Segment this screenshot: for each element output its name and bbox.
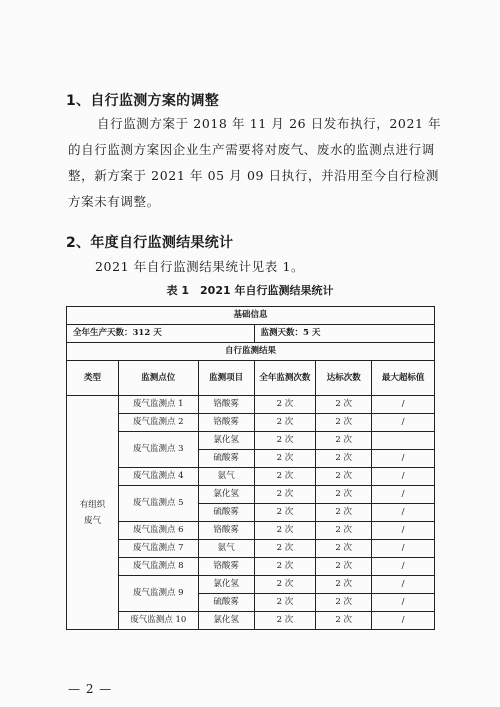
item-cell: 铬酸雾 [198,522,254,540]
point-cell: 废气监测点 2 [118,414,198,432]
max-cell: / [372,540,435,558]
table-caption: 表 1 2021 年自行监测结果统计 [166,284,334,297]
point-cell: 废气监测点 5 [118,486,198,522]
item-cell: 铬酸雾 [198,558,254,576]
count-cell: 2 次 [254,396,316,414]
count-cell: 2 次 [254,432,316,450]
pass-cell: 2 次 [316,576,372,594]
max-cell: / [372,612,435,630]
section-2-intro: 2021 年自行监测结果统计见表 1。 [95,259,305,274]
count-cell: 2 次 [254,522,316,540]
count-cell: 2 次 [254,468,316,486]
item-cell: 铬酸雾 [198,396,254,414]
count-cell: 2 次 [254,540,316,558]
results-header: 自行监测结果 [67,343,435,361]
max-cell: / [372,558,435,576]
max-cell: / [372,414,435,432]
monitoring-results-table [66,306,435,630]
pass-cell: 2 次 [316,504,372,522]
section-2-heading: 2、年度自行监测结果统计 [66,235,234,251]
count-cell: 2 次 [254,414,316,432]
section-1-paragraph: 自行监测方案于 2018 年 11 月 26 日发布执行，2021 年的自行监测方案因企业生产需要将对废气、废水的监测点进行调整，新方案于 2021 年 05 月 09 日执行，并沿用至今自行检测方案未有调整。 [68,116,442,209]
point-cell: 废气监测点 4 [118,468,198,486]
table-row [67,396,435,414]
count-cell: 2 次 [254,450,316,468]
column-header-pass: 达标次数 [316,361,372,396]
point-cell: 废气监测点 8 [118,558,198,576]
max-cell: / [372,522,435,540]
pass-cell: 2 次 [316,450,372,468]
item-cell: 铬酸雾 [198,414,254,432]
count-cell: 2 次 [254,558,316,576]
column-header-type: 类型 [67,361,119,396]
column-header-point: 监测点位 [118,361,198,396]
section-1-heading: 1、自行监测方案的调整 [66,93,220,109]
pass-cell: 2 次 [316,486,372,504]
point-cell: 废气监测点 7 [118,540,198,558]
max-cell: / [372,486,435,504]
point-cell: 废气监测点 3 [118,432,198,468]
max-cell: / [372,396,435,414]
max-cell: / [372,594,435,612]
item-cell: 氯化氢 [198,486,254,504]
item-cell: 硫酸雾 [198,594,254,612]
basic-info-header: 基础信息 [67,307,435,325]
type-cell [67,396,119,630]
item-cell: 氯化氢 [198,432,254,450]
page-number: — 2 — [68,682,113,696]
pass-cell: 2 次 [316,396,372,414]
production-days: 全年生产天数：312 天 [67,325,255,343]
count-cell: 2 次 [254,576,316,594]
table-row [67,612,435,630]
type-label: 有组织废气 [79,499,106,526]
point-cell: 废气监测点 10 [118,612,198,630]
pass-cell: 2 次 [316,594,372,612]
count-cell: 2 次 [254,612,316,630]
table-row [67,486,435,504]
point-cell: 废气监测点 6 [118,522,198,540]
table-row [67,522,435,540]
item-cell: 硫酸雾 [198,504,254,522]
item-cell: 硫酸雾 [198,450,254,468]
item-cell: 氯化氢 [198,576,254,594]
max-cell: / [372,576,435,594]
count-cell: 2 次 [254,594,316,612]
pass-cell: 2 次 [316,522,372,540]
max-cell: / [372,468,435,486]
count-cell: 2 次 [254,486,316,504]
table-row [67,576,435,594]
table-row [67,432,435,450]
column-header-count: 全年监测次数 [254,361,316,396]
point-cell: 废气监测点 1 [118,396,198,414]
monitoring-days: 监测天数：5 天 [254,325,435,343]
pass-cell: 2 次 [316,612,372,630]
table-row [67,414,435,432]
table-row [67,468,435,486]
max-cell: / [372,450,435,468]
table-row [67,540,435,558]
pass-cell: 2 次 [316,414,372,432]
item-cell: 氨气 [198,540,254,558]
pass-cell: 2 次 [316,432,372,450]
item-cell: 氯化氢 [198,612,254,630]
max-cell [372,432,435,450]
table-row [67,558,435,576]
point-cell: 废气监测点 9 [118,576,198,612]
pass-cell: 2 次 [316,468,372,486]
pass-cell: 2 次 [316,540,372,558]
column-header-item: 监测项目 [198,361,254,396]
count-cell: 2 次 [254,504,316,522]
pass-cell: 2 次 [316,558,372,576]
column-header-max: 最大超标值 [372,361,435,396]
item-cell: 氨气 [198,468,254,486]
max-cell: / [372,504,435,522]
